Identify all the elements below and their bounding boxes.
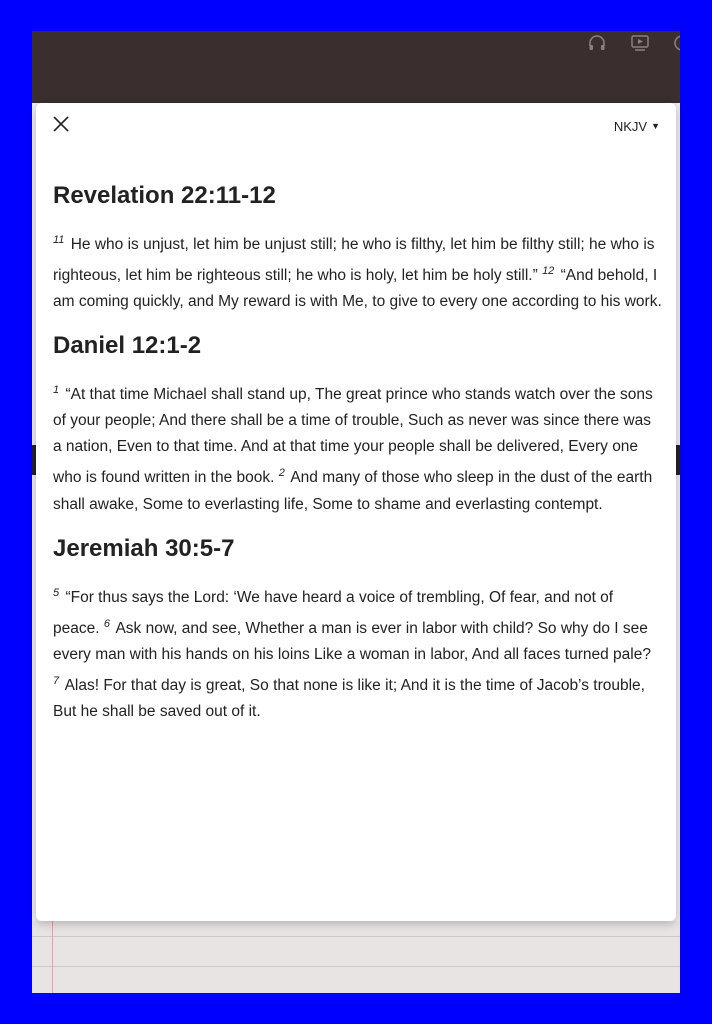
verse-number: 1 (53, 384, 60, 397)
headphones-icon[interactable] (587, 33, 607, 53)
passage (53, 532, 663, 725)
divider (32, 966, 680, 967)
verse-number: 6 (103, 617, 110, 630)
passages-list (53, 179, 663, 739)
verse-text: He who is unjust, let him be unjust still; he who is filthy, let him be filthy still; he who is righteous, let him be righteous still; he who is holy, let him be holy still.” (53, 236, 655, 285)
passage-text (53, 377, 663, 517)
verse-number: 11 (53, 234, 65, 246)
passage (53, 329, 663, 517)
verse-text: “And behold, I am coming quickly, and My reward is with Me, to give to every one according to his work. (53, 267, 662, 311)
close-icon[interactable] (50, 113, 72, 135)
background-notes-area (32, 921, 680, 993)
app-header (32, 31, 680, 103)
margin-line (52, 921, 53, 993)
close-button[interactable] (50, 113, 72, 135)
verse-number: 7 (53, 674, 60, 687)
verse-text: “At that time Michael shall stand up, The great prince who stands watch over the sons of your people; And there shall be a time of trouble, Such as never was since there was a nation, Even to that time. And at that time your people shall be delivered, Every one who is found written in the book. (53, 386, 653, 487)
scripture-modal (36, 103, 676, 921)
passage-reference: Revelation 22:11-12 (53, 182, 276, 209)
passage (53, 179, 663, 315)
divider (32, 936, 680, 937)
verse-number: 2 (278, 467, 285, 480)
verse-text: “For thus says the Lord: ‘We have heard a voice of trembling, Of fear, and not of peace. (53, 588, 614, 637)
video-icon[interactable] (630, 33, 650, 53)
caret-down-icon: ▼ (651, 121, 660, 131)
verse-number: 12 (542, 265, 555, 278)
passage-reference: Daniel 12:1-2 (53, 332, 202, 360)
verse-number: 5 (53, 586, 60, 599)
more-icon[interactable] (672, 33, 680, 53)
passage-text (53, 580, 663, 725)
passage-reference: Jeremiah 30:5-7 (53, 534, 235, 562)
verse-text: And many of those who sleep in the dust of the earth shall awake, Some to everlasting life, Some to shame and everlasting contempt. (53, 469, 653, 513)
version-label: NKJV (613, 118, 648, 134)
verse-text: Alas! For that day is great, So that none is like it; And it is the time of Jacob’s trouble, But he shall be saved out of it. (53, 677, 645, 721)
passage-text (53, 227, 663, 315)
verse-text: Ask now, and see, Whether a man is ever in labor with child? So why do I see every man with his hands on his loins Like a woman in labor, And all faces turned pale? (53, 619, 651, 663)
version-dropdown[interactable] (614, 117, 660, 135)
